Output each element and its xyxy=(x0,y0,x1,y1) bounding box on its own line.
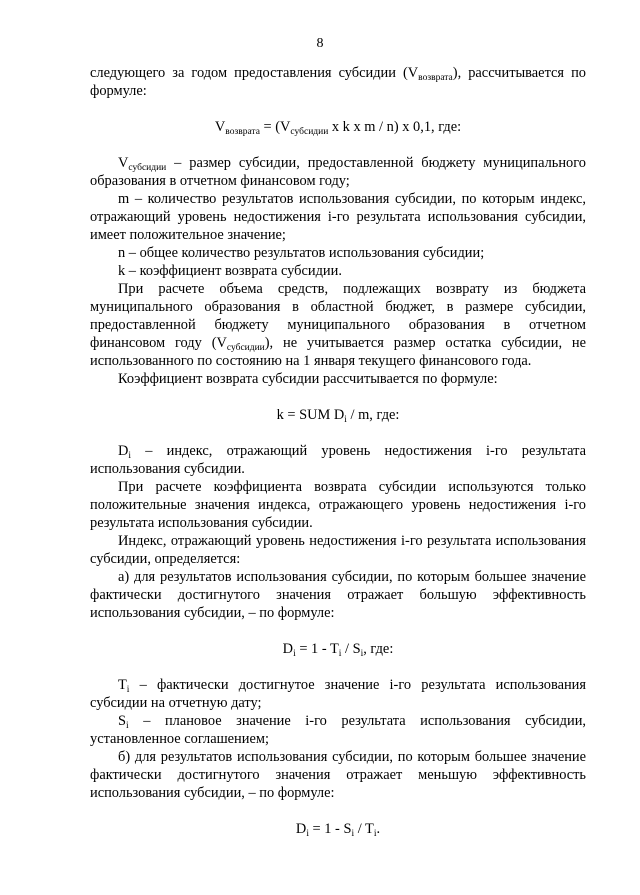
paragraph-calculation: При расчете объема средств, подлежащих возврату из бюджета муниципального образования в областной бюджет, в размере субсидии, предоставленной бюджету муниципального образования в отчетном финансовом году $(V_{субсидии})$, не учитывается размер остатка субсидии, не использованного по состоянию на 1 января текущего финансового года. xyxy=(90,281,587,369)
document-body xyxy=(90,64,586,838)
formula-index-a: $D_i = 1 - T_i / S_i$, где: xyxy=(282,641,394,659)
paragraph-continuation: следующего за годом предоставления субсидии $(V_{возврата})$, рассчитывается по формуле: xyxy=(90,65,586,99)
formula-coefficient: k = SUM $D_i$ / m, где: xyxy=(276,407,400,425)
definition-t: $T_i$ – фактически достигнутое значение i-го результата использования субсидии на отчетную дату; xyxy=(90,677,586,711)
definition-d: $D_i$ – индекс, отражающий уровень недостижения i-го результата использования субсидии. xyxy=(90,443,586,477)
paragraph-positive-values: При расчете коэффициента возврата субсидии используются только положительные значения индекса, отражающего уровень недостижения i-го результата использования субсидии. xyxy=(90,479,586,531)
formula-index-b: $D_i = 1 - S_i / T_i$. xyxy=(295,821,381,839)
definition-m: m – количество результатов использования субсидии, по которым индекс, отражающий уровень недостижения i-го результата использования субсидии, имеет положительное значение; xyxy=(90,191,586,243)
definition-s: $S_i$ – плановое значение i-го результата использования субсидии, установленное соглашением; xyxy=(90,713,586,747)
definition-n: n – общее количество результатов использования субсидии; xyxy=(118,245,485,261)
definition-k: k – коэффициент возврата субсидии. xyxy=(118,263,342,279)
paragraph-coefficient: Коэффициент возврата субсидии рассчитывается по формуле: xyxy=(118,371,498,387)
list-item-a: а) для результатов использования субсидии, по которым большее значение фактически достигнутого значения отражает большую эффективность использования субсидии, – по формуле: xyxy=(90,569,586,621)
page-number: 8 xyxy=(316,36,324,51)
paragraph-index: Индекс, отражающий уровень недостижения i-го результата использования субсидии, определяется: xyxy=(90,533,586,567)
definition-v-subsidy: $V_{субсидии}$ – размер субсидии, предоставленной бюджету муниципального образования в отчетном финансовом году; xyxy=(90,155,586,189)
list-item-b: б) для результатов использования субсидии, по которым большее значение фактически достигнутого значения отражает меньшую эффективность использования субсидии, – по формуле: xyxy=(90,749,586,801)
formula-return-volume: $V_{возврата} = (V_{субсидии}$ x k x m / n) x 0,1, где: xyxy=(214,119,462,137)
